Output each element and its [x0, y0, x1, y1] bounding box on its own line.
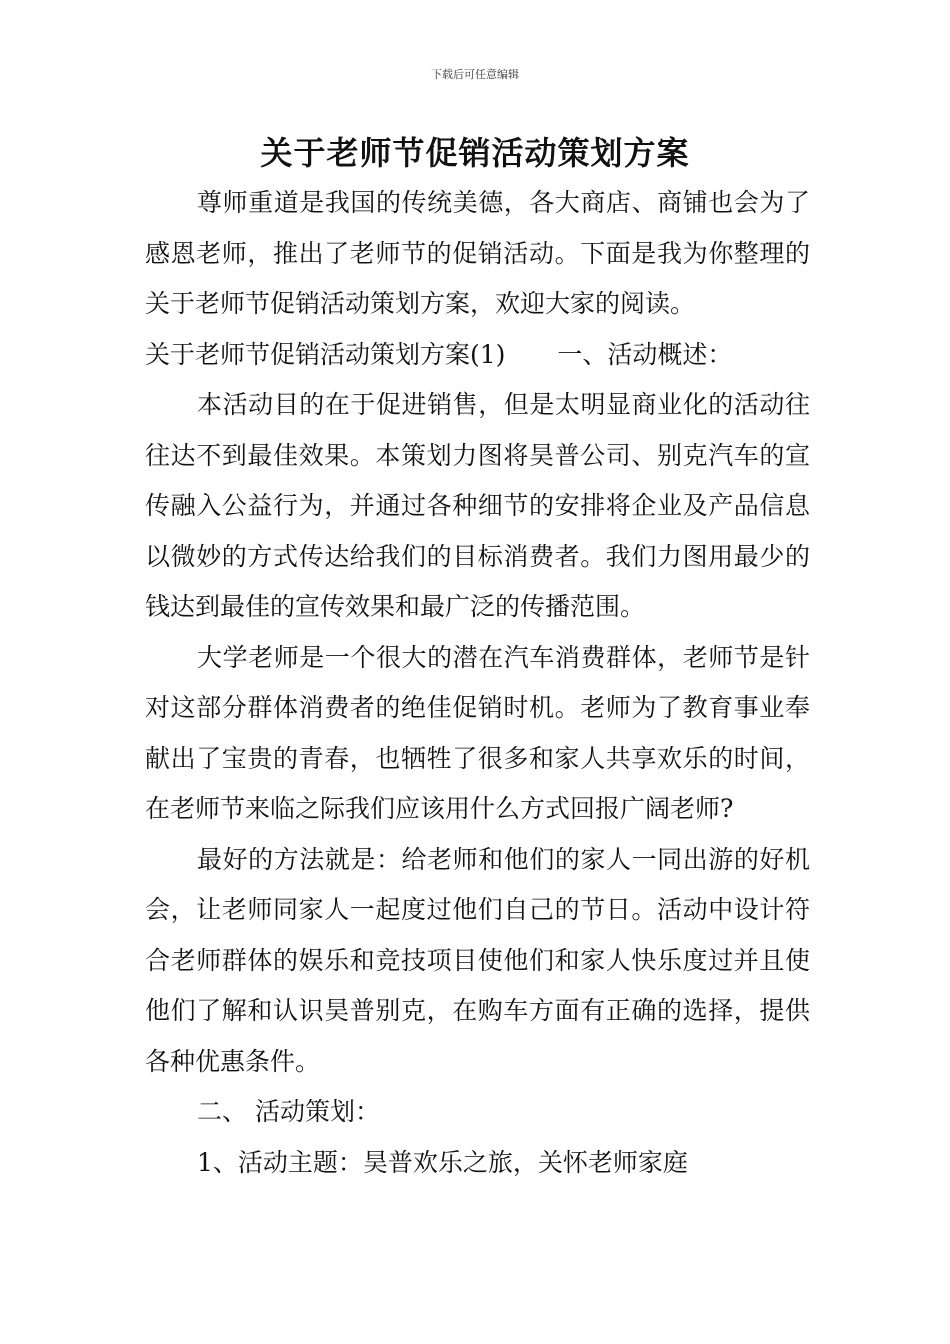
activity-theme: 1、活动主题：昊普欢乐之旅，关怀老师家庭 — [197, 1147, 688, 1177]
document-title: 关于老师节促销活动策划方案 — [260, 134, 690, 172]
section-2-heading: 二、 活动策划： — [197, 1097, 380, 1126]
heading-gap — [505, 330, 557, 381]
header-note: 下载后可任意编辑 — [431, 68, 519, 81]
document-body — [145, 178, 810, 1188]
overview-paragraph-1: 本活动目的在于促进销售，但是太明显商业化的活动往往达不到最佳效果。本策划力图将昊普公司、别克汽车的宣传融入公益行为，并通过各种细节的安排将企业及产品信息以微妙的方式传达给我们的目标消费者。我们力图用最少的钱达到最佳的宣传效果和最广泛的传播范围。 — [145, 390, 810, 621]
overview-paragraph-2: 大学老师是一个很大的潜在汽车消费群体，老师节是针对这部分群体消费者的绝佳促销时机。老师为了教育事业奉献出了宝贵的青春，也牺牲了很多和家人共享欢乐的时间，在老师节来临之际我们应该用什么方式回报广阔老师? — [145, 642, 810, 823]
plan-heading-line — [145, 330, 810, 381]
plan-heading: 关于老师节促销活动策划方案(1) — [145, 339, 506, 369]
intro-paragraph: 尊师重道是我国的传统美德，各大商店、商铺也会为了感恩老师，推出了老师节的促销活动。下面是我为你整理的关于老师节促销活动策划方案，欢迎大家的阅读。 — [145, 188, 810, 318]
overview-paragraph-3: 最好的方法就是：给老师和他们的家人一同出游的好机会，让老师同家人一起度过他们自己的节日。活动中设计符合老师群体的娱乐和竞技项目使他们和家人快乐度过并且使他们了解和认识昊普别克，在购车方面有正确的选择，提供各种优惠条件。 — [145, 844, 810, 1076]
overview-heading: 一、活动概述： — [557, 339, 733, 369]
